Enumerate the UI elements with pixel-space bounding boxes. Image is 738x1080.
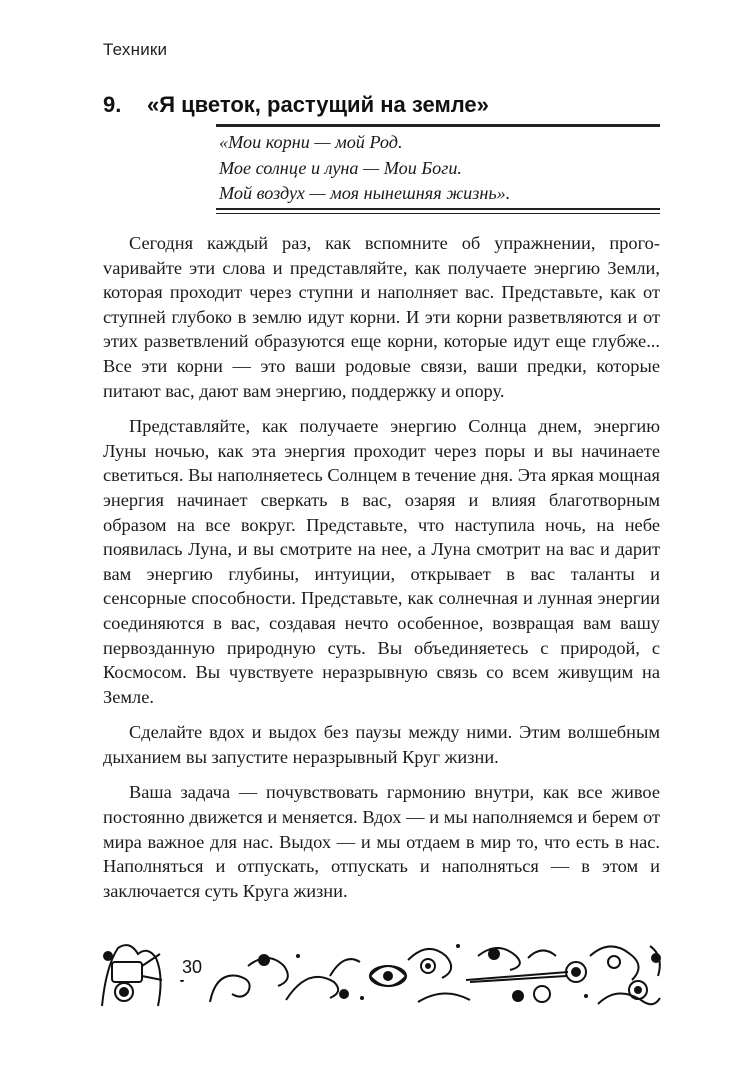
epigraph-line: Мое солнце и луна — Мои Боги.: [219, 157, 462, 178]
chapter-title-text: «Я цветок, растущий на земле»: [147, 92, 489, 117]
paragraph: Сегодня каждый раз, как вспомните об упражнении, прогоvаривайте эти слова и представляйте, как получаете энергию Земли, которая проходит через ступни и наполняет вас. Представьте, как от ступней глубоко в землю идут корни. И эти корни разветвляются и от этих разветвлений образуются еще корни, которые идут еще глубже... Все эти корни — это ваши родовые связи, ваши предки, которые питают вас, дают вам энергию, поддержку и опору.: [103, 233, 660, 401]
epigraph-rule-top: [216, 124, 660, 127]
epigraph-line: Мой воздух — моя нынешняя жизнь».: [219, 183, 511, 203]
paragraph: Сделайте вдох и выдох без паузы между ними. Этим волшебным дыханием вы запустите неразрывный Круг жизни.: [103, 722, 660, 767]
epigraph-line: «Мои корни — мой Род.: [219, 132, 403, 152]
chapter-title: [103, 92, 663, 118]
running-head: Техники: [103, 40, 168, 59]
paragraph: Ваша задача — почувствовать гармонию внутри, как все живое постоянно движется и меняется. Вдох — и мы наполняемся и берем от мира важное для нас. Выдох — и мы отдаем в мир то, что есть в нас. Наполняться и отпускать, отпускать и наполняться — в этом и заключается суть Круга жизни.: [103, 782, 660, 901]
epigraph: [219, 130, 659, 207]
page-number: 30: [176, 955, 208, 980]
body-text: [103, 231, 660, 914]
epigraph-rule-bottom: [216, 208, 660, 210]
chapter-number: 9.: [103, 92, 122, 117]
paragraph: Представляйте, как получаете энергию Солнца днем, энергию Луны ночью, как эта энергия проходит через поры и вы начинаете светиться. Вы наполняетесь Солнцем в течение дня. Эта яркая мощная энергия начинает сверкать в вас, озаряя и влияя благотворным образом на все вокруг. Представьте, что наступила ночь, на небе появилась Луна, и вы смотрите на нее, а Луна смотрит на вас и дарит вам энергию глубины, интуиции, открывает в вас таланты и сенсорные способности. Представьте, как солнечная и лунная энергии соединяются в вас, создавая нечто особенное, возвращая вам вашу первозданную природную суть. Вы объединяетесь с природой, с Космосом. Вы чувствуете неразрывную связь со всем живущим на Земле.: [103, 416, 660, 707]
